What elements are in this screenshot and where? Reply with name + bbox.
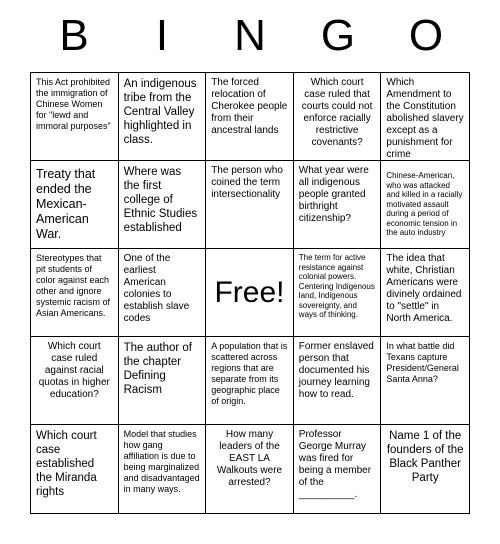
cell-text: The term for active resistance against colonial powers. Centering Indigenous land, Indigenous sovereignty, and ways of thinking. (298, 253, 375, 319)
cell-text: The person who coined the term intersectionality (211, 165, 283, 200)
cell-text: An indigenous tribe from the Central Valley highlighted in class. (123, 78, 197, 146)
bingo-cell[interactable] (381, 73, 469, 161)
bingo-cell[interactable] (381, 249, 469, 337)
title-letter-g: G (320, 11, 356, 60)
bingo-cell[interactable] (31, 337, 119, 425)
bingo-cell[interactable] (31, 161, 119, 249)
bingo-cell[interactable] (119, 337, 207, 425)
cell-text: This Act prohibited the immigration of Chinese Women for "lewd and immoral purposes" (36, 77, 111, 131)
bingo-grid (30, 72, 470, 514)
bingo-cell[interactable] (381, 161, 469, 249)
free-space-label: Free! (214, 275, 285, 309)
cell-text: The idea that white, Christian Americans were divinely ordained to "settle" in North America. (386, 253, 462, 324)
bingo-cell[interactable] (381, 337, 469, 425)
bingo-cell[interactable] (294, 249, 382, 337)
bingo-cell[interactable] (206, 337, 294, 425)
title-letter-i: I (155, 11, 169, 60)
bingo-cell[interactable] (294, 73, 382, 161)
bingo-cell[interactable] (119, 249, 207, 337)
cell-text: Which court case ruled against racial quotas in higher education? (38, 341, 110, 400)
free-space-cell[interactable] (206, 249, 294, 337)
bingo-cell[interactable] (31, 425, 119, 513)
bingo-cell[interactable] (206, 425, 294, 513)
bingo-cell[interactable] (31, 249, 119, 337)
cell-text: Which court case established the Miranda rights (36, 430, 97, 498)
cell-text: Model that studies how gang affiliation is due to being marginalized and disadvantaged in many ways. (123, 429, 200, 494)
cell-text: Where was the first college of Ethnic Studies established (123, 166, 198, 234)
cell-text: How many leaders of the EAST LA Walkouts were arrested? (216, 429, 283, 488)
cell-text: What year were all indigenous people granted birthright citizenship? (298, 165, 369, 224)
cell-text: Which Amendment to the Constitution abolished slavery except as a punishment for crime (386, 77, 464, 160)
bingo-cell[interactable] (294, 425, 382, 513)
cell-text: Which court case ruled that courts could not enforce racially restrictive covenants? (301, 77, 373, 148)
title-letter-o: O (408, 11, 444, 60)
bingo-cell[interactable] (119, 161, 207, 249)
cell-text: One of the earliest American colonies to establish slave codes (123, 253, 190, 324)
bingo-cell[interactable] (31, 73, 119, 161)
bingo-cell[interactable] (294, 161, 382, 249)
bingo-cell[interactable] (294, 337, 382, 425)
bingo-cell[interactable] (119, 73, 207, 161)
cell-text: A population that is scattered across regions that are separate from its geographic place of origin. (211, 341, 288, 406)
cell-text: Chinese-American, who was attacked and killed in a racially motivated assault during a period of economic tension in the auto industry (386, 171, 463, 238)
bingo-cell[interactable] (119, 425, 207, 513)
cell-text: Stereotypes that pit students of color against each other and ignore systemic racism of Asian Americans. (36, 253, 111, 318)
cell-text: In what battle did Texans capture President/General Santa Anna? (386, 341, 459, 384)
bingo-cell[interactable] (381, 425, 469, 513)
bingo-cell[interactable] (206, 161, 294, 249)
title-letter-b: B (59, 11, 89, 60)
cell-text: Professor George Murray was fired for being a member of the __________. (298, 429, 372, 500)
title-letter-n: N (234, 11, 266, 60)
cell-text: The forced relocation of Cherokee people from their ancestral lands (211, 77, 288, 136)
cell-text: The author of the chapter Defining Racism (123, 342, 192, 396)
cell-text: Treaty that ended the Mexican-American War. (36, 167, 96, 241)
cell-text: Former enslaved person that documented his journey learning how to read. (298, 341, 374, 400)
bingo-title (30, 0, 470, 72)
cell-text: Name 1 of the founders of the Black Panther Party (386, 430, 464, 484)
bingo-cell[interactable] (206, 73, 294, 161)
